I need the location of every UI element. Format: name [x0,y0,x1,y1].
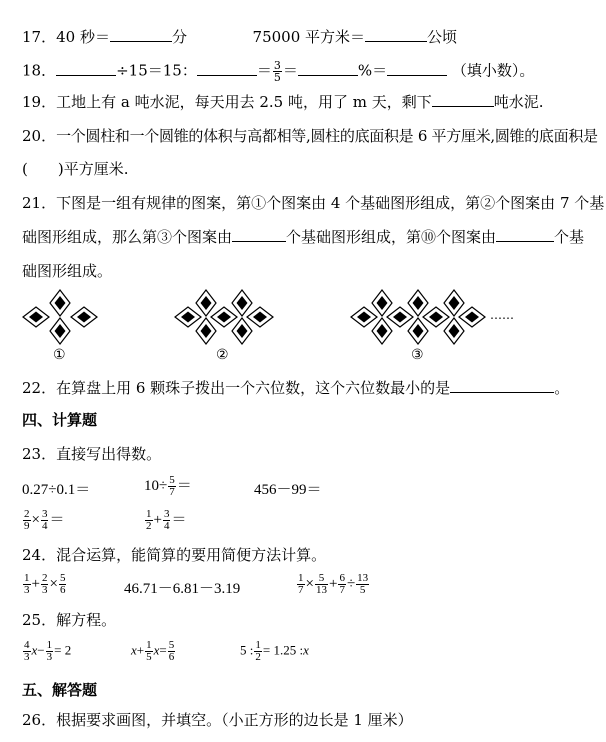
q18-pct: %＝ [357,61,388,80]
answer-blank[interactable] [56,61,116,76]
question-21-line2 [22,227,584,247]
q25-text: 解方程。 [56,611,117,629]
question-number: 25． [22,611,57,629]
q22-text: 在算盘上用 6 颗珠子拨出一个六位数，这个六位数最小的是 [56,379,451,397]
answer-blank[interactable] [496,227,554,242]
question-20-cont [22,159,128,179]
pattern-label-2: ② [216,347,229,363]
question-number: 17． [22,28,57,46]
question-number: 22． [22,379,57,397]
fraction: $\frac{3}{5}$ [273,59,281,84]
question-17 [22,27,457,47]
pattern-ellipsis: …… [490,308,514,322]
pattern-label-1: ① [53,347,66,363]
q18-div: ÷15＝15： [116,61,197,80]
q21-text2b: 个基础图形组成，第⑩个图案由 [286,228,497,246]
q21-text2c: 个基 [554,228,585,246]
q19-tail: 吨水泥. [493,93,544,111]
question-number: 18． [22,61,57,80]
answer-blank[interactable] [232,227,286,242]
q23-expr-2: 10÷ $\frac{5}{7}$ ＝ [144,474,192,499]
q23-expr-3: 456－99＝ [254,482,322,498]
q23-text: 直接写出得数。 [56,445,162,463]
question-21 [22,193,604,213]
q21-text3: 础图形组成。 [22,262,113,280]
q23-expr-4: $\frac{2}{9}$ × $\frac{3}{4}$ ＝ [24,508,65,533]
q25-equation-3: 5 : $\frac{1}{2}$ = 1.25 :x [240,639,309,663]
pattern-2 [175,290,273,344]
question-number: 26． [22,711,57,729]
q22-tail: 。 [554,379,570,397]
q26-text: 根据要求画图，并填空。（小正方形的边长是 1 厘米） [56,711,413,729]
question-18 [22,60,534,83]
q25-equation-2: x+ $\frac{1}{5}$ x= $\frac{5}{6}$ [131,639,175,663]
section-title-4: 四、计算题 [22,411,98,429]
q21-text2a: 础图形组成，那么第③个图案由 [22,228,233,246]
q17-part-a: 40 秒＝ [56,28,110,46]
pattern-figure [0,285,606,365]
q24-text: 混合运算，能简算的要用简便方法计算。 [56,546,327,564]
question-number: 19． [22,93,57,111]
section-title-5: 五、解答题 [22,681,98,699]
q24-expr-3: $\frac{1}{7}$ × $\frac{5}{13}$ + $\frac{6}{7}$ ÷ $\frac{13}{5}$ [298,572,369,596]
q18-note: （填小数）。 [451,61,535,80]
question-number: 24． [22,546,57,564]
question-number: 20． [22,127,57,145]
question-24 [22,545,326,565]
question-22 [22,378,569,398]
question-19 [22,92,544,112]
q18-eq: ＝ [256,61,272,80]
q24-expr-1: $\frac{1}{3}$ + $\frac{2}{3}$ × $\frac{5}{6}$ [24,572,66,596]
question-25 [22,610,116,630]
question-number: 23． [22,445,57,463]
question-21-line3 [22,261,112,281]
q23-expr-5: $\frac{1}{2}$ + $\frac{3}{4}$ ＝ [146,508,187,533]
answer-blank[interactable] [110,27,172,42]
answer-blank[interactable] [432,92,494,107]
question-20 [22,126,598,146]
pattern-label-3: ③ [411,347,424,363]
q25-equation-1: $\frac{4}{3}$ x− $\frac{1}{3}$ = 2 [24,639,72,663]
answer-blank[interactable] [450,378,554,393]
answer-blank[interactable] [298,61,358,76]
q17-unit-a: 分 [171,28,187,46]
q20-text2: ( )平方厘米. [22,160,129,178]
pattern-1 [23,290,97,344]
q17-part-b: 75000 平方米＝ [252,28,366,46]
question-number: 21． [22,194,57,212]
question-23 [22,444,161,464]
question-26 [22,710,413,730]
answer-blank[interactable] [197,61,257,76]
q18-eq2: ＝ [282,61,298,80]
answer-blank[interactable] [387,61,447,76]
q21-text1: 下图是一组有规律的图案，第①个图案由 4 个基础图形组成，第②个图案由 7 个基 [56,194,605,212]
pattern-3 [351,290,485,344]
q24-expr-2: 46.71－6.81－3.19 [124,581,241,597]
answer-blank[interactable] [365,27,427,42]
q23-expr-1: 0.27÷0.1＝ [22,482,91,498]
q19-text: 工地上有 a 吨水泥，每天用去 2.5 吨，用了 m 天，剩下 [56,93,432,111]
q20-text: 一个圆柱和一个圆锥的体积与高都相等,圆柱的底面积是 6 平方厘米,圆锥的底面积是 [56,127,598,145]
q17-unit-b: 公顷 [427,28,458,46]
